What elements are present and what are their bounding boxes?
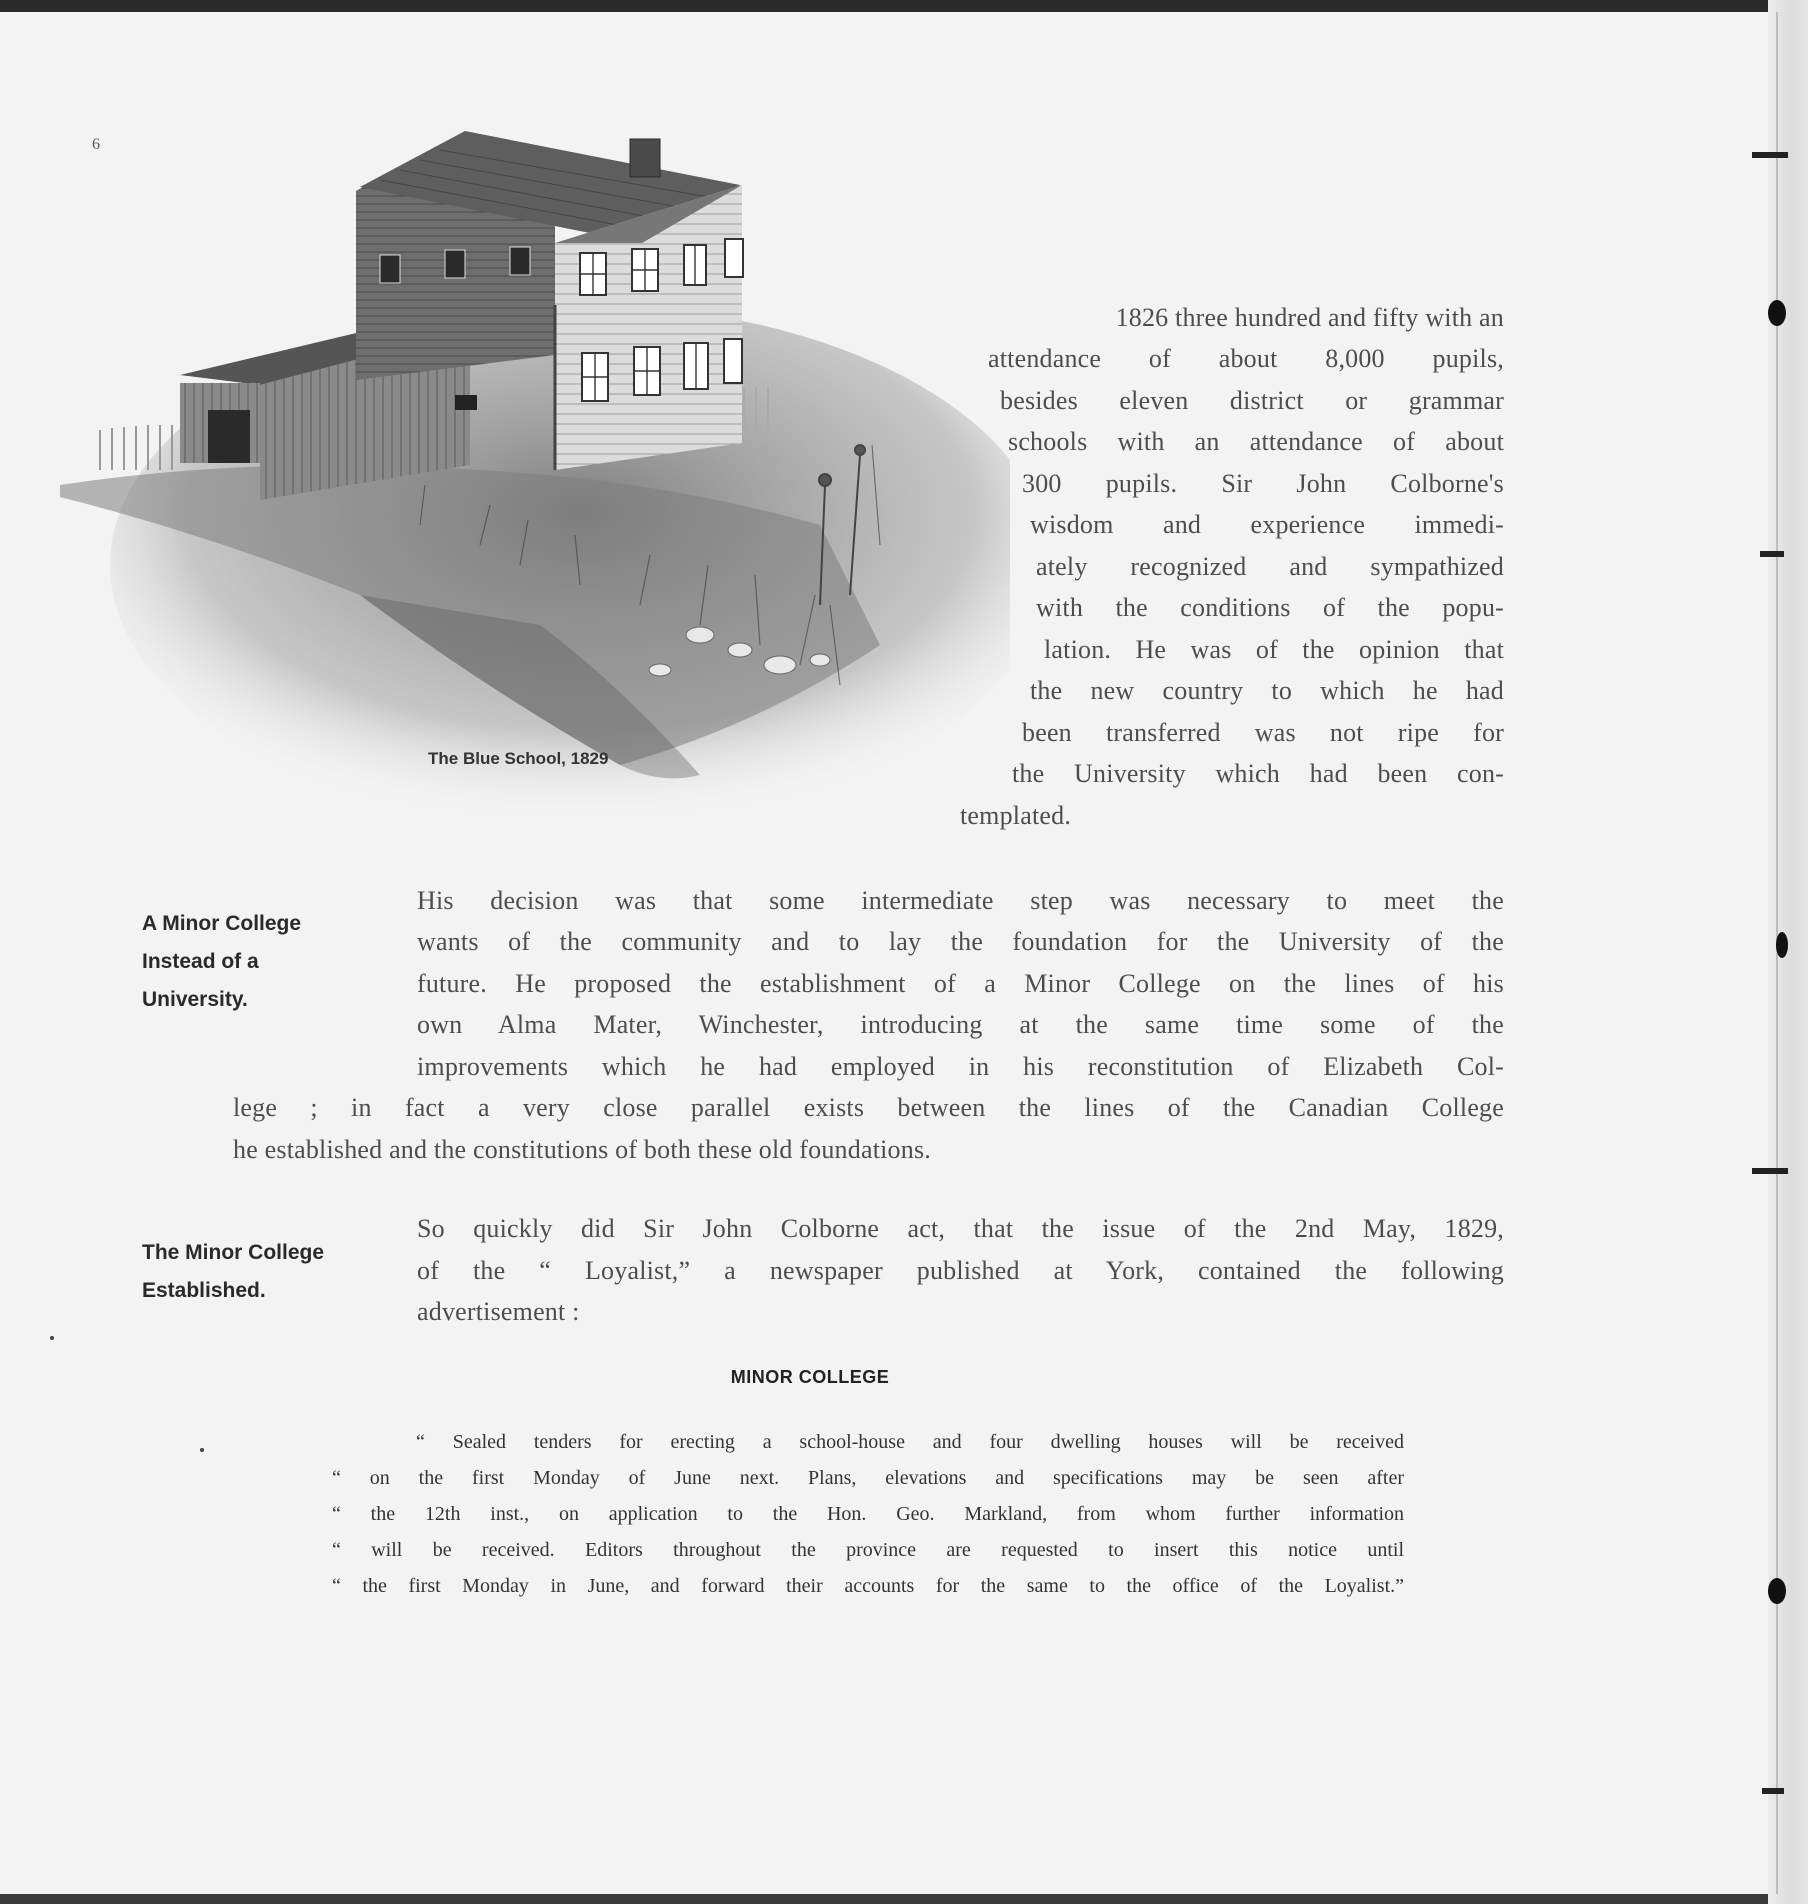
book-binding-edge (1768, 0, 1808, 1904)
scan-top-border (0, 0, 1808, 12)
advertisement-title: MINOR COLLEGE (730, 1367, 890, 1387)
text-line: with the conditions of the popu- (1036, 593, 1504, 622)
scan-speck (50, 1336, 54, 1340)
binding-hole (1768, 300, 1786, 326)
text-line: been transferred was not ripe for (1022, 718, 1504, 747)
text-line: His decision was that some intermediate step was necessary to meet the (417, 886, 1504, 915)
binding-tick-mark (1760, 551, 1784, 557)
text-line: lege ; in fact a very close parallel exists between the lines of the Canadian College (233, 1093, 1504, 1122)
advertisement-line: “ the 12th inst., on application to the Hon. Geo. Markland, from whom further information (332, 1503, 1404, 1525)
text-line: lation. He was of the opinion that (1044, 635, 1504, 664)
text-line: the University which had been con- (1012, 759, 1504, 788)
text-line: besides eleven district or grammar (1000, 386, 1504, 415)
sidenote-line: Instead of a (142, 950, 259, 973)
text-line: advertisement : (417, 1297, 580, 1326)
blue-school-illustration (60, 125, 1010, 825)
text-line: templated. (960, 801, 1072, 830)
advertisement-line: “ will be received. Editors throughout the province are requested to insert this notice until (332, 1539, 1404, 1561)
advertisement-line: “ on the first Monday of June next. Plans, elevations and specifications may be seen after (332, 1467, 1404, 1489)
binding-hole (1768, 1578, 1786, 1604)
text-line: improvements which he had employed in his reconstitution of Elizabeth Col- (417, 1052, 1504, 1081)
sidenote-line: Established. (142, 1279, 266, 1302)
text-line: wisdom and experience immedi- (1030, 510, 1504, 539)
text-line: of the “ Loyalist,” a newspaper published at York, contained the following (417, 1256, 1504, 1285)
text-line: attendance of about 8,000 pupils, (988, 344, 1504, 373)
text-line: 300 pupils. Sir John Colborne's (1022, 469, 1504, 498)
sidenote-line: A Minor College (142, 912, 302, 935)
text-line: schools with an attendance of about (1008, 427, 1504, 456)
sidenote-line: The Minor College (142, 1241, 325, 1264)
sidenote-minor-college-established (142, 1234, 324, 1310)
scan-bottom-border (0, 1894, 1808, 1904)
binding-tick-mark (1752, 1168, 1788, 1174)
text-line: own Alma Mater, Winchester, introducing at the same time some of the (417, 1010, 1504, 1039)
sidenote-line: University. (142, 988, 248, 1011)
illustration-caption: The Blue School, 1829 (428, 749, 609, 768)
advertisement-line: “ the first Monday in June, and forward their accounts for the same to the office of the Loyalist.” (332, 1575, 1404, 1597)
binding-hole (1776, 932, 1788, 958)
text-line: ately recognized and sympathized (1036, 552, 1504, 581)
sidenote-minor-college-instead (142, 905, 301, 1019)
text-line: So quickly did Sir John Colborne act, that the issue of the 2nd May, 1829, (417, 1214, 1504, 1243)
binding-tick-mark (1762, 1788, 1784, 1794)
advertisement-line: “ Sealed tenders for erecting a school-house and four dwelling houses will be received (416, 1431, 1404, 1453)
text-line: he established and the constitutions of both these old foundations. (233, 1135, 931, 1164)
text-line: future. He proposed the establishment of a Minor College on the lines of his (417, 969, 1504, 998)
text-line: the new country to which he had (1030, 676, 1504, 705)
scan-speck (200, 1448, 204, 1452)
page-number: 6 (92, 136, 100, 153)
text-line: 1826 three hundred and fifty with an (1115, 303, 1504, 332)
text-line: wants of the community and to lay the foundation for the University of the (417, 927, 1504, 956)
binding-tick-mark (1752, 152, 1788, 158)
